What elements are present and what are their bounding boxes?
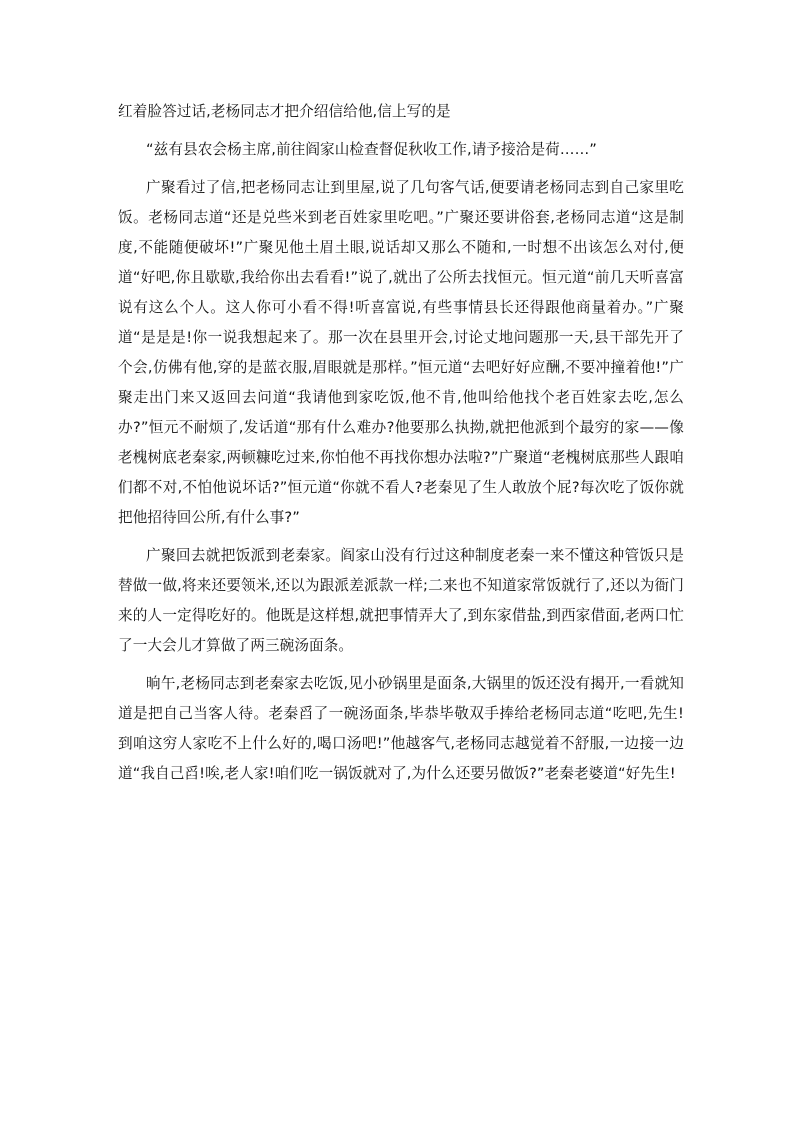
paragraph-2-letter-quote: “兹有县农会杨主席,前往阎家山检查督促秋收工作,请予接洽是荷……” [146, 141, 597, 158]
paragraph-4: 广聚回去就把饭派到老秦家。阎家山没有行过这种制度老秦一来不懂这种管饭只是替做一做,将来还要领米,还以为跟派差派款一样;二来也不知道家常饭就行了,还以为衙门来的人一定得吃好的。他既是这样想,就把事情弄大了,到东家借盐,到西家借面,老两口忙了一大会儿才算做了两三碗汤面条。 [118, 547, 684, 654]
paragraph-3: 广聚看过了信,把老杨同志让到里屋,说了几句客气话,便要请老杨同志到自己家里吃饭。老杨同志道“还是兑些米到老百姓家里吃吧。”广聚还要讲俗套,老杨同志道“这是制度,不能随便破坏!”广聚见他土眉土眼,说话却又那么不随和,一时想不出该怎么对付,便道“好吧,你且歇歇,我给你出去看看!”说了,就出了公所去找恒元。恒元道“前几天听喜富说有这么个人。这人你可小看不得!听喜富说,有些事情县长还得跟他商量着办。”广聚道“是是是!你一说我想起来了。那一次在县里开会,讨论丈地问题那一天,县干部先开了个会,仿佛有他,穿的是蓝衣服,眉眼就是那样。”恒元道“去吧好好应酬,不要冲撞着他!”广聚走出门来又返回去问道“我请他到家吃饭,他不肯,他叫给他找个老百姓家去吃,怎么办?”恒元不耐烦了,发话道“那有什么难办?他要那么执拗,就把他派到个最穷的家——像老槐树底老秦家,两顿糠吃过来,你怕他不再找你想办法啦?”广聚道“老槐树底那些人跟咱们都不对,不怕他说坏话?”恒元道“你就不看人?老秦见了生人敢放个屁?每次吃了饭你就把他招待回公所,有什么事?” [118, 179, 684, 526]
document-body [118, 97, 684, 789]
paragraph-5: 晌午,老杨同志到老秦家去吃饭,见小砂锅里是面条,大锅里的饭还没有揭开,一看就知道是把自己当客人待。老秦舀了一碗汤面条,毕恭毕敬双手捧给老杨同志道“吃吧,先生!到咱这穷人家吃不上什么好的,喝口汤吧!”他越客气,老杨同志越觉着不舒服,一边接一边道“我自己舀!唉,老人家!咱们吃一锅饭就对了,为什么还要另做饭?”老秦老婆道“好先生! [118, 675, 684, 782]
paragraph-1: 红着脸答过话,老杨同志才把介绍信给他,信上写的是 [118, 103, 451, 120]
